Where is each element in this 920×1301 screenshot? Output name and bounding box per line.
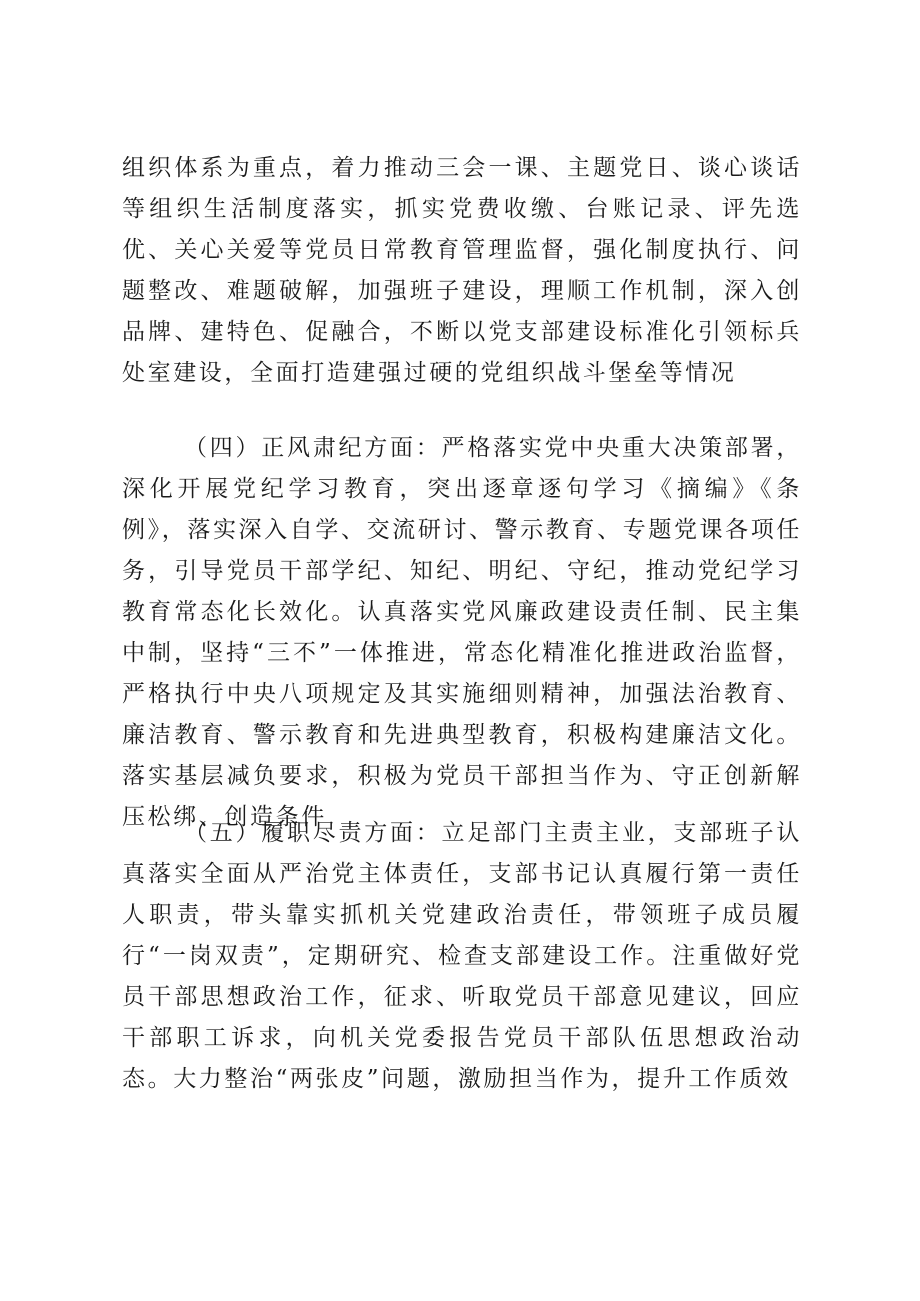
paragraph-duty-performance: （五）履职尽责方面：立足部门主责主业，支部班子认真落实全面从严治党主体责任，支部书记认真履行第一责任人职责，带头靠实抓机关党建政治责任，带领班子成员履行“一岗双责”，定期研究、检查支部建设工作。注重做好党员干部思想政治工作，征求、听取党员干部意见建议，回应干部职工诉求，向机关党委报告党员干部队伍思想政治动态。大力整治“两张皮”问题，激励担当作为，提升工作质效 — [122, 820, 802, 1092]
paragraph-organization-system: 组织体系为重点，着力推动三会一课、主题党日、谈心谈话等组织生活制度落实，抓实党费收缴、台账记录、评先选优、关心关爱等党员日常教育管理监督，强化制度执行、问题整改、难题破解，加强班子建设，理顺工作机制，深入创品牌、建特色、促融合，不断以党支部建设标准化引领标兵处室建设，全面打造建强过硬的党组织战斗堡垒等情况 — [122, 155, 802, 386]
paragraph-discipline: （四）正风肃纪方面：严格落实党中央重大决策部署，深化开展党纪学习教育，突出逐章逐句学习《摘编》《条例》，落实深入自学、交流研讨、警示教育、专题党课各项任务，引导党员干部学纪、知纪、明纪、守纪，推动党纪学习教育常态化长效化。认真落实党风廉政建设责任制、民主集中制，坚持“三不”一体推进，常态化精准化推进政治监督，严格执行中央八项规定及其实施细则精神，加强法治教育、廉洁教育、警示教育和先进典型教育，积极构建廉洁文化。落实基层减负要求，积极为党员干部担当作为、守正创新解压松绑、创造条件 — [122, 435, 802, 830]
